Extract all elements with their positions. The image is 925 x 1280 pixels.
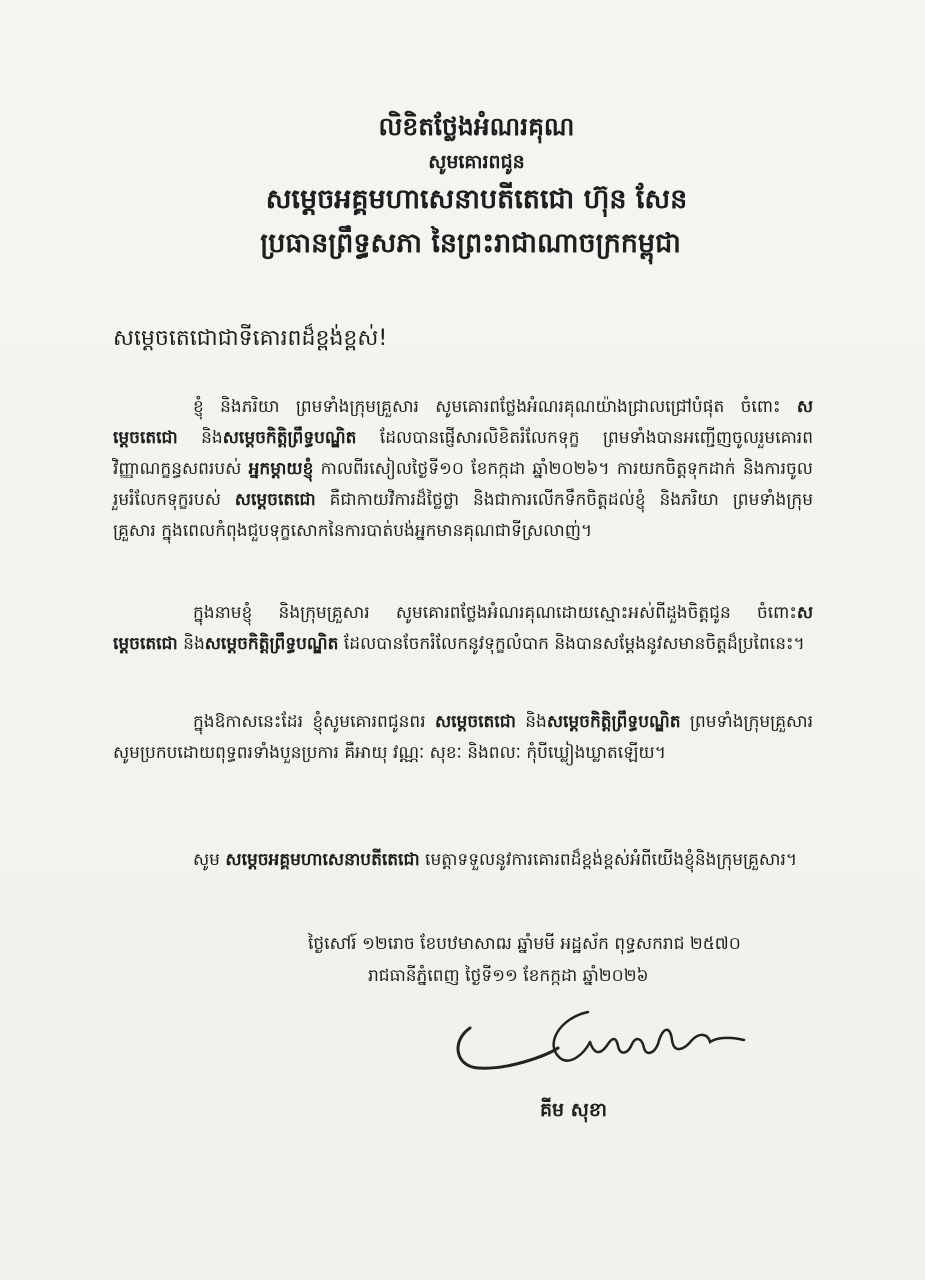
bold-segment: សម្តេចតេជោ xyxy=(113,397,813,448)
addressee-title: ប្រធានព្រឹទ្ធសភា នៃព្រះរាជាណាចក្រកម្ពុជា xyxy=(260,228,681,259)
bold-segment: សម្តេចអគ្គមហាសេនាបតីតេជោ xyxy=(225,850,420,870)
bold-segment: សម្តេចកិត្តិព្រឹទ្ធបណ្ឌិត xyxy=(222,428,357,448)
bold-segment: សម្តេចតេជោ xyxy=(113,603,813,654)
text-segment: ដែលបានចែករំលែកនូវទុក្ខលំបាក និងបានសម្តែងនូវសមានចិត្តដ៏ប្រពៃនេះ។ xyxy=(338,634,805,654)
paragraph-4 xyxy=(113,845,813,876)
bold-segment: សម្តេចតេជោ xyxy=(234,490,316,510)
salutation: សម្តេចតេជោជាទីគោរពដ៏ខ្ពង់ខ្ពស់! xyxy=(113,326,388,351)
text-segment: ខ្ញុំ និងភរិយា ព្រមទាំងក្រុមគ្រួសារ សូមគោរពថ្លែងអំណរគុណយ៉ាងជ្រាលជ្រៅបំផុត ចំពោះ xyxy=(193,397,797,417)
paragraph-3 xyxy=(113,707,813,769)
text-segment: ដែលបានផ្ញើសារលិខិតរំលែកទុក្ខ ព្រមទាំងបានអញ្ជើញចូលរួមគោរពវិញ្ញាណក្ខន្ធសពរបស់ xyxy=(113,428,813,479)
text-segment: សូម xyxy=(193,850,226,870)
text-segment: ព្រមទាំងក្រុមគ្រួសារ សូមប្រកបដោយពុទ្ធពរទាំងបួនប្រការ គឺអាយុ វណ្ណៈ សុខៈ និងពលៈ កុំបីឃ្លៀងឃ្លាតឡើយ។ xyxy=(113,712,813,763)
signature-icon xyxy=(448,1010,748,1080)
bold-segment: អ្នកម្តាយខ្ញុំ xyxy=(248,459,314,479)
letter-title: លិខិតថ្លែងអំណរគុណ xyxy=(378,112,575,141)
addressee-intro: សូមគោរពជូន xyxy=(428,151,525,173)
text-segment: និង xyxy=(177,634,205,654)
bold-segment: សម្តេចកិត្តិព្រឹទ្ធបណ្ឌិត xyxy=(204,634,339,654)
text-segment: និង xyxy=(515,712,547,732)
paragraph-1 xyxy=(113,392,813,547)
text-segment: ក្នុងឱកាសនេះដែរ ខ្ញុំសូមគោរពជូនពរ xyxy=(193,712,435,732)
solar-date: រាជធានីភ្នំពេញ ថ្ងៃទី១១ ខែកក្កដា ឆ្នាំ២០២៦ xyxy=(368,966,649,986)
text-segment: ក្នុងនាមខ្ញុំ និងក្រុមគ្រួសារ សូមគោរពថ្លែងអំណរគុណដោយស្មោះអស់ពីដួងចិត្តជូន ចំពោះ xyxy=(193,603,797,623)
text-segment: មេត្តាទទួលនូវការគោរពដ៏ខ្ពង់ខ្ពស់អំពីយើងខ្ញុំនិងក្រុមគ្រួសារ។ xyxy=(419,850,798,870)
text-segment: និង xyxy=(177,428,223,448)
text-segment: គឺជាកាយវិការដ៏ថ្លៃថ្លា និងជាការលើកទឹកចិត្តដល់ខ្ញុំ និងភរិយា ព្រមទាំងក្រុមគ្រួសារ ក្នុងពេលកំពុងជួបទុក្ខសោកនៃការបាត់បង់អ្នកមានគុណជាទីស្រលាញ់។ xyxy=(113,490,813,541)
letter-header xyxy=(0,108,925,266)
addressee-name: សម្តេចអគ្គមហាសេនាបតីតេជោ ហ៊ុន សែន xyxy=(265,184,688,215)
text-segment: កាលពីរសៀលថ្ងៃទី១០ ខែកក្កដា ឆ្នាំ២០២៦។ ការយកចិត្តទុកដាក់ និងការចូលរួមរំលែកទុក្ខរបស់ xyxy=(113,459,813,510)
bold-segment: សម្តេចតេជោ xyxy=(434,712,516,732)
date-block xyxy=(308,928,808,992)
signer-name: គីម សុខា xyxy=(540,1099,607,1121)
paragraph-2 xyxy=(113,598,813,660)
lunar-date: ថ្ងៃសៅរ៍ ១២រោច ខែបឋមាសាឍ ឆ្នាំមមី អដ្ឋស័ក ពុទ្ធសករាជ ២៥៧០ xyxy=(308,934,741,954)
bold-segment: សម្តេចកិត្តិព្រឹទ្ធបណ្ឌិត xyxy=(546,712,681,732)
